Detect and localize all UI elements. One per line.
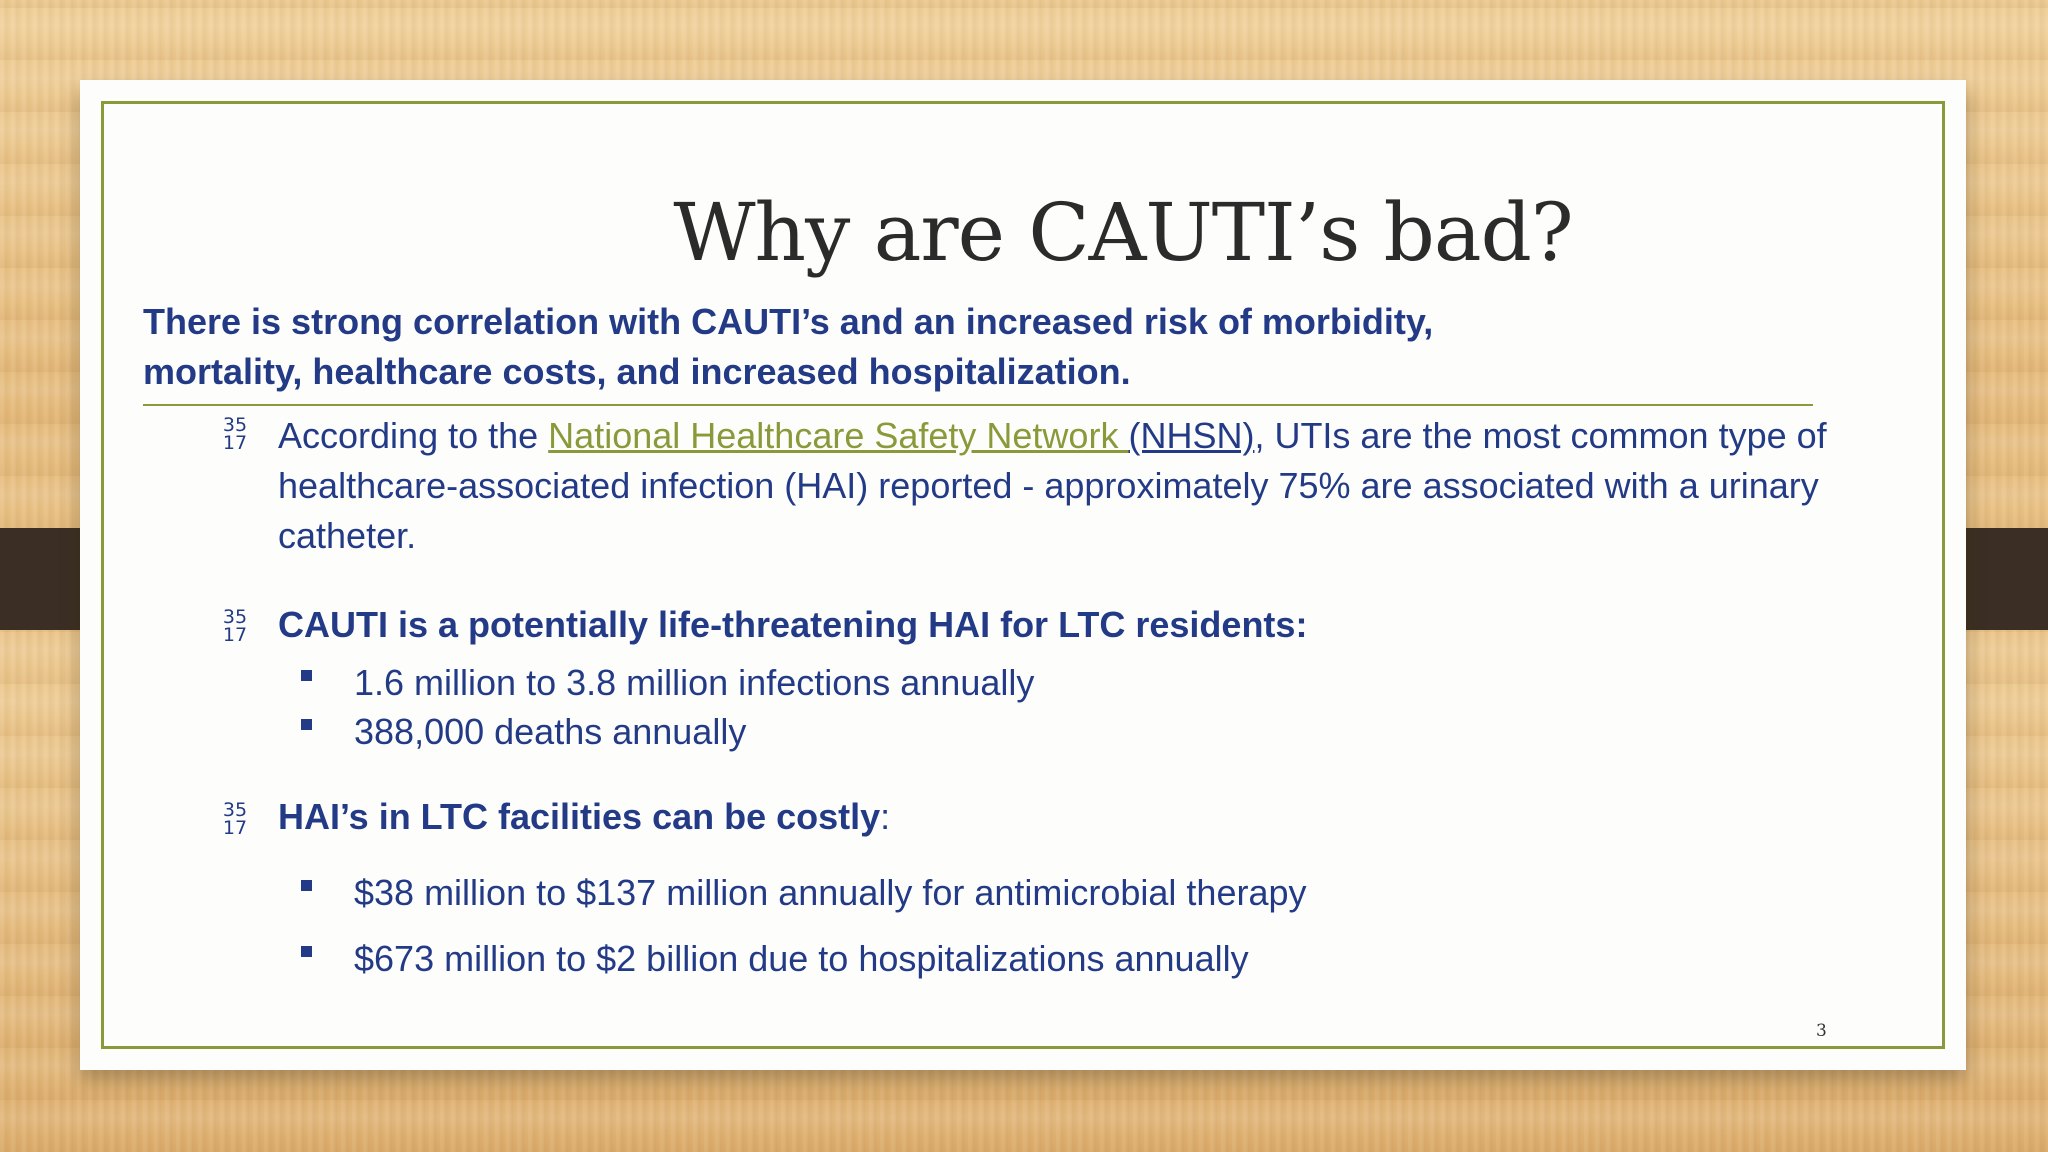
divider-line <box>143 404 1813 406</box>
bullet-glyph-icon: 35 17 <box>222 414 248 454</box>
bullet-nhsn: According to the National Healthcare Safety Network (NHSN), UTIs are the most common type of healthcare-associated infection (HAI) reported - approximately 75% are associated with a urinary catheter. <box>278 415 1827 556</box>
slide <box>80 80 1966 1070</box>
square-bullet-icon <box>301 719 312 730</box>
square-bullet-icon <box>301 670 312 681</box>
lead-statement: There is strong correlation with CAUTI’s and an increased risk of morbidity, mortality, healthcare costs, and increased hospitalization. <box>143 301 1434 392</box>
bullet-cauti-heading: CAUTI is a potentially life-threatening HAI for LTC residents: <box>278 604 1308 645</box>
list-item: $38 million to $137 million annually for antimicrobial therapy <box>354 872 1307 913</box>
bullet-hai-heading: HAI’s in LTC facilities can be costly: <box>278 796 891 837</box>
page-number: 3 <box>1816 1021 1827 1041</box>
slide-title: Why are CAUTI’s bad? <box>673 186 1573 279</box>
nhsn-acronym-link[interactable]: (NHSN) <box>1128 415 1255 456</box>
list-item: 388,000 deaths annually <box>354 711 747 752</box>
bullet-glyph-icon: 35 17 <box>222 606 248 646</box>
square-bullet-icon <box>301 946 312 957</box>
list-item: $673 million to $2 billion due to hospitalizations annually <box>354 938 1249 979</box>
bullet-glyph-icon: 35 17 <box>222 799 248 839</box>
nhsn-link[interactable]: National Healthcare Safety Network <box>548 415 1129 456</box>
square-bullet-icon <box>301 880 312 891</box>
list-item: 1.6 million to 3.8 million infections annually <box>354 662 1035 703</box>
